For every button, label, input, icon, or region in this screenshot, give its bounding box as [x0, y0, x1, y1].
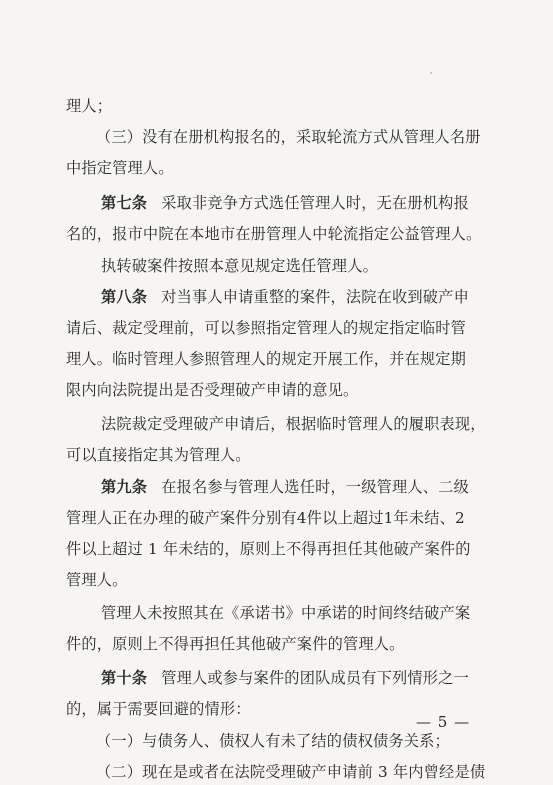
article-8-line — [101, 287, 469, 307]
article-heading: 第七条 — [101, 194, 148, 212]
paragraph-line: 执转破案件按照本意见规定选任管理人。 — [101, 257, 378, 275]
paragraph-line: 件以上超过 1 年未结的，原则上不得再担任其他破产案件的 — [66, 540, 471, 558]
article-7-line — [101, 193, 469, 213]
paragraph-line: 管理人。 — [66, 571, 128, 589]
paragraph-line: 法院裁定受理破产申请后，根据临时管理人的履职表现， — [101, 415, 486, 433]
paragraph-line: 管理人正在办理的破产案件分别有4件以上超过1年未结、2 — [66, 509, 465, 527]
article-heading: 第十条 — [101, 669, 148, 687]
article-text: 对当事人申请重整的案件，法院在收到破产申 — [161, 288, 469, 306]
article-text: 管理人或参与案件的团队成员有下列情形之一 — [161, 669, 469, 687]
paragraph-line: （三）没有在册机构报名的，采取轮流方式从管理人名册 — [96, 128, 481, 146]
article-9-line — [101, 477, 469, 497]
paragraph-line: 限内向法院提出是否受理破产申请的意见。 — [66, 381, 359, 399]
paragraph-line: 名的，报市中院在本地市在册管理人中轮流指定公益管理人。 — [66, 225, 482, 243]
paragraph-line: 理人。临时管理人参照管理人的规定开展工作，并在规定期 — [66, 350, 467, 368]
paragraph-line: 中指定管理人。 — [66, 159, 174, 177]
page-number: — 5 — — [416, 713, 471, 731]
paragraph-line: 的，属于需要回避的情形： — [66, 700, 251, 718]
article-heading: 第九条 — [101, 478, 148, 496]
article-heading: 第八条 — [101, 288, 148, 306]
paragraph-line: 可以直接指定其为管理人。 — [66, 446, 251, 464]
paragraph-line: 理人； — [66, 97, 113, 115]
article-10-line — [101, 668, 469, 688]
article-text: 在报名参与管理人选任时，一级管理人、二级 — [161, 478, 469, 496]
paragraph-line: 管理人未按照其在《承诺书》中承诺的时间终结破产案 — [101, 604, 471, 622]
paragraph-line: （二）现在是或者在法院受理破产申请前 3 年内曾经是债 — [96, 763, 486, 781]
paragraph-line: （一）与债务人、债权人有未了结的债权债务关系； — [96, 732, 450, 750]
article-text: 采取非竞争方式选任管理人时，无在册机构报 — [161, 194, 469, 212]
scan-speck — [430, 72, 432, 74]
paragraph-line: 件的，原则上不得再担任其他破产案件的管理人。 — [66, 635, 405, 653]
paragraph-line: 请后、裁定受理前，可以参照指定管理人的规定指定临时管 — [66, 319, 467, 337]
